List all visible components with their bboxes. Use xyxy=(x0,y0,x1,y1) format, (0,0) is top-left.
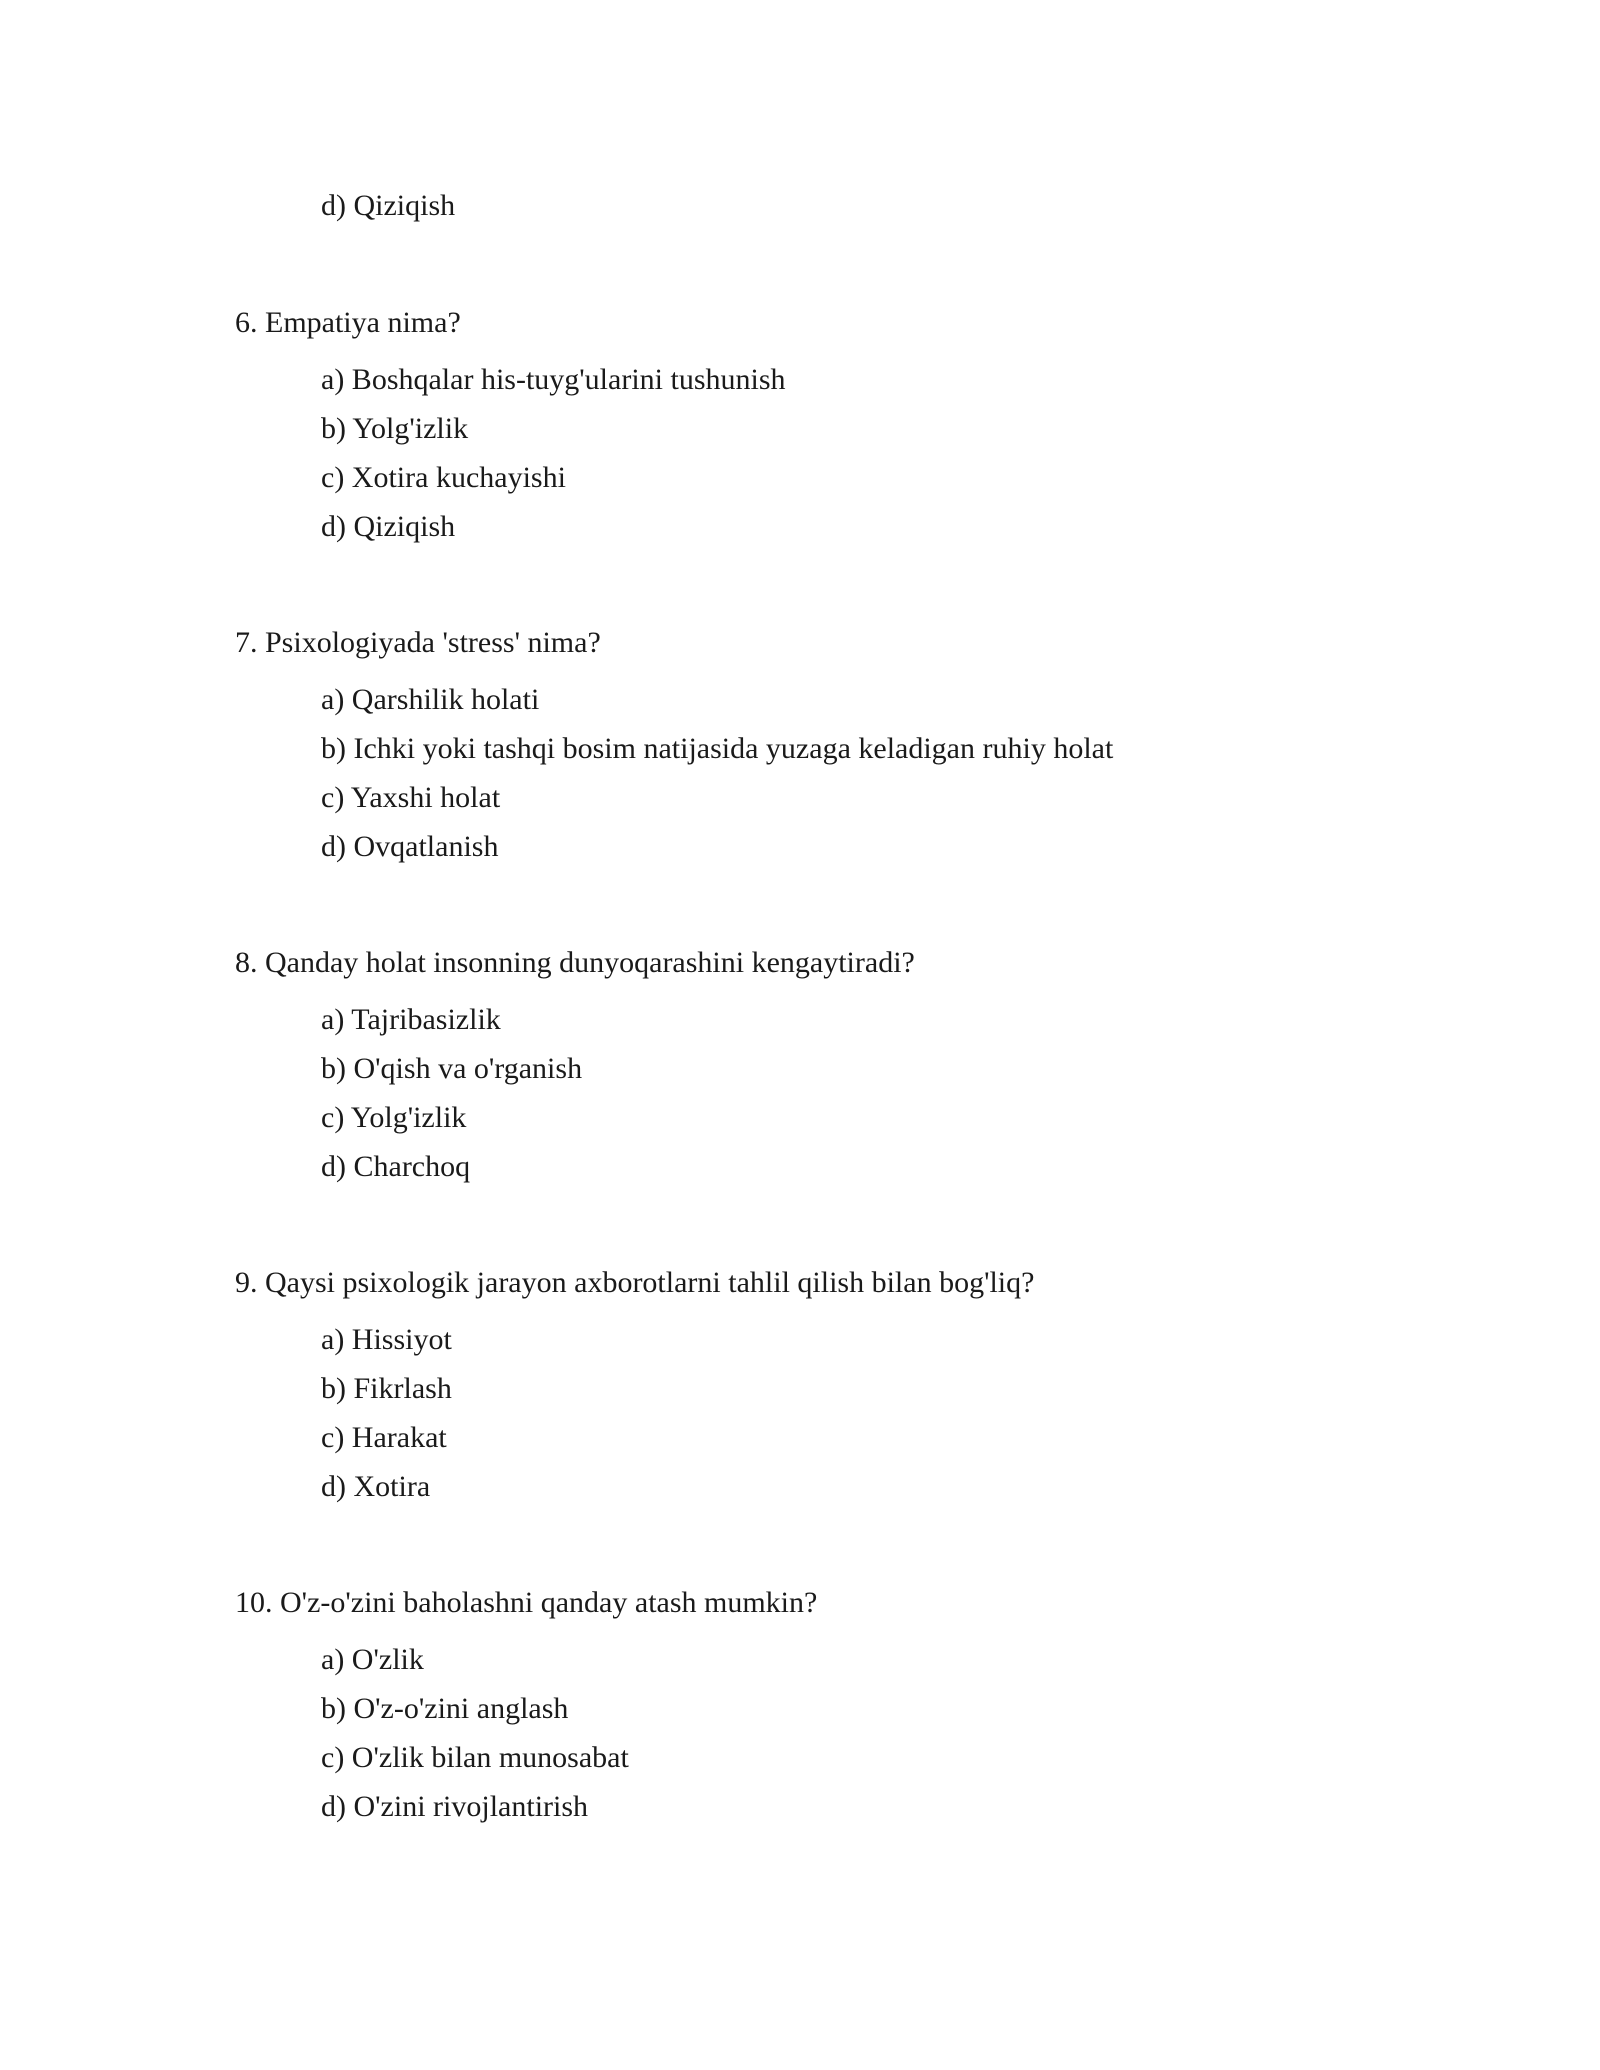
option-carryover-d: d) Qiziqish xyxy=(321,189,456,222)
question-8-option-d: d) Charchoq xyxy=(321,1150,471,1183)
question-9-option-a: a) Hissiyot xyxy=(321,1323,452,1356)
question-8-option-a: a) Tajribasizlik xyxy=(321,1003,501,1036)
question-10-option-b: b) O'z-o'zini anglash xyxy=(321,1692,569,1725)
question-9: 9. Qaysi psixologik jarayon axborotlarni tahlil qilish bilan bog'liq? xyxy=(235,1266,1035,1299)
question-6-option-a: a) Boshqalar his-tuyg'ularini tushunish xyxy=(321,363,786,396)
question-10: 10. O'z-o'zini baholashni qanday atash mumkin? xyxy=(235,1586,818,1619)
question-10-option-a: a) O'zlik xyxy=(321,1643,424,1676)
question-9-option-c: c) Harakat xyxy=(321,1421,447,1454)
question-9-option-d: d) Xotira xyxy=(321,1470,431,1503)
question-6-option-d: d) Qiziqish xyxy=(321,510,456,543)
question-7-option-d: d) Ovqatlanish xyxy=(321,830,499,863)
question-8-option-b: b) O'qish va o'rganish xyxy=(321,1052,583,1085)
question-9-option-b: b) Fikrlash xyxy=(321,1372,452,1405)
question-7-option-b: b) Ichki yoki tashqi bosim natijasida yuzaga keladigan ruhiy holat xyxy=(321,732,1114,765)
question-10-option-d: d) O'zini rivojlantirish xyxy=(321,1790,589,1823)
question-7-option-a: a) Qarshilik holati xyxy=(321,683,540,716)
question-6-option-b: b) Yolg'izlik xyxy=(321,412,469,445)
question-8-option-c: c) Yolg'izlik xyxy=(321,1101,467,1134)
question-6-option-c: c) Xotira kuchayishi xyxy=(321,461,566,494)
question-8: 8. Qanday holat insonning dunyoqarashini kengaytiradi? xyxy=(235,946,915,979)
question-7-option-c: c) Yaxshi holat xyxy=(321,781,501,814)
question-6: 6. Empatiya nima? xyxy=(235,306,461,339)
question-10-option-c: c) O'zlik bilan munosabat xyxy=(321,1741,629,1774)
question-7: 7. Psixologiyada 'stress' nima? xyxy=(235,626,601,659)
